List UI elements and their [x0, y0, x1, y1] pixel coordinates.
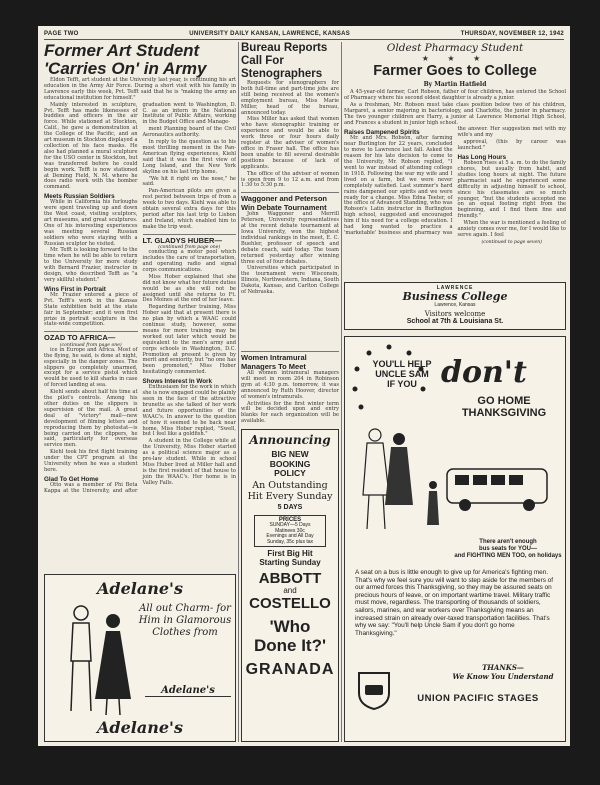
ad-line: 5 DAYS: [277, 504, 303, 512]
ad-line: BOOKING: [269, 458, 311, 469]
ad-announcing: Announcing: [249, 433, 331, 447]
ad-line: An Outstanding: [252, 480, 328, 492]
column-rule: [238, 42, 239, 742]
ad-line: Starting Sunday: [259, 558, 321, 568]
ad-line: THANKS—: [482, 663, 524, 672]
ad-line: There aren't enough: [479, 539, 537, 545]
subhead: Shows Interest In Work: [142, 378, 213, 386]
union-pacific-ad: [344, 336, 566, 742]
newspaper-name: UNIVERSITY DAILY KANSAN, LAWRENCE, KANSAS: [189, 31, 351, 37]
ad-prices-head: PRICES: [278, 516, 302, 523]
continuation-head-gladys: LT. GLADYS HUBER—: [143, 234, 237, 246]
subhead: Has Long Hours: [457, 154, 507, 162]
ad-line: Lawrence, Kansas: [434, 302, 476, 308]
paragraph: ice in Europe and Africa. Most of the flying, he said, is done at night, especially in the danger zones. The slippers go completely unarmed, except for a service pistol which would be used to kill sharks in case of forced landing at sea.: [44, 346, 138, 389]
ad-logo: Business College: [402, 290, 508, 303]
column-rule: [341, 42, 342, 742]
paragraph: Mr. Frazier entered a piece of Pvt. Tefft's work in the Kansas State exhibition held at the state fair in September; and it won first prize in portrait sculpture in the state-wide competition.: [44, 291, 138, 328]
paragraph: ment Planning board of the Civil Aeronautics authority.: [142, 126, 236, 139]
paragraph: Mainly interested in sculpture, Pvt. Tefft has made likenesses of buddies and officers in the air force. While stationed at Stockton, Calif., he gave a demonstration at the College of the Pacific, and an art museum in Stockton displayed a collection of his face masks. He also had planned a mural sculpture for the USO center in Stockton, but was transferred before he could begin work. Tefft is now stationed at Deming Field, N. M. where he does radio work with the bomber command.: [44, 101, 138, 191]
continuation-head-africa: OZAD TO AFRICA—: [44, 331, 138, 343]
ad-line: UNCLE SAM: [375, 369, 429, 379]
paragraph: Miss Hober explained that she did not know what her future duties would be as she will not be assigned until she returns to Ft. Des Moines at the end of her leave.: [142, 273, 236, 304]
paragraph: Activities for the first winter term will be decided upon and entry blanks for each organization will be available.: [241, 400, 339, 425]
issue-date: THURSDAY, NOVEMBER 12, 1942: [460, 31, 564, 37]
business-college-ad: [344, 282, 566, 330]
paragraph: Requests for stenographers for both full-time and part-time jobs are still being received at the women's employment bureau, Miss Marie Miller, head of the bureau, announced today.: [241, 80, 339, 116]
stars-decoration: ★ ★ ★: [421, 54, 489, 63]
paragraph: A student in the College while at the University, Miss Hober started as a political science major as a pre-law student. While in school Miss Huber lived at Miller hall and is the first resident of that house to join the WAAC's. Her home is in Valley Falls.: [142, 438, 236, 486]
ad-logo: UNION PACIFIC STAGES: [417, 693, 539, 704]
art-student-column: [44, 42, 236, 566]
paragraph: John Waggoner and Merrill Peterson, University representatives at the recent debate tournament at Iowa University, won the highest individual rankings in the meet, E. C. Buehler, professor of speech and debate coach, said today. The team returned yesterday after winning three out of four debates.: [241, 211, 339, 265]
article-body: [44, 103, 236, 495]
couple-illustration-icon: [59, 601, 137, 719]
kicker: Oldest Pharmacy Student: [386, 42, 524, 54]
ad-price-line: Evenings and All Day: [266, 533, 314, 540]
byline: By Martin Hatfield: [423, 81, 487, 88]
ad-dont: don't: [441, 355, 527, 390]
paragraph: conducting a motor pool which includes the care of transportation, and operating radio and signal corps communications.: [142, 249, 236, 273]
ad-line: First Big Hit: [267, 549, 313, 559]
intramural-column: [241, 348, 339, 426]
union-pacific-shield-icon: [357, 671, 391, 711]
paragraph: In reply to the question as to his most thrilling moment in the Pan-American flying experiences, Kiehl said that it was the first view of Long Island, and the New York skyline on his last trip home.: [142, 139, 236, 175]
headline-stenographers: Bureau Reports Call For Stenographers: [241, 42, 328, 80]
adelanes-ad: [44, 574, 236, 742]
continuation-note: (continued to page seven): [481, 239, 542, 245]
paragraph: All women intramural managers will meet in room 204 in Robinson gym at 4:30 p.m. tomorrow, it was announced by Ruth Hoover, director of women's intramurals.: [241, 370, 339, 400]
paragraph: Kiehl sends about half his time at the pilot's controls. Among his other duties on the slippers is supervision of the mail. A great deal of "victory" mail—new development of filming letters and reproducing them by photostat—is being carried on the clippers, he said, particularly for overseas service men.: [44, 389, 138, 449]
paragraph: Enthusiasm for the work in which she is now engaged could be plainly seen in the face of the attractive brunette as she talked of her work and future opportunities of the WAAC's. In answer to the question of how it seemed to be back near home, Miss Hober replied, "Swell, but I feel like a goldfish.": [142, 384, 236, 438]
ad-line: Hit Every Sunday: [247, 490, 333, 502]
ad-movie-title: 'Who Done It?': [253, 616, 327, 655]
newspaper-page: [38, 26, 570, 746]
farmer-column: [344, 42, 566, 302]
paragraph: Pan-American pilots are given a rest period between trips of from a week to two days. Kiehl was able to obtain several extra days for this period after his last trip to Lisbon and Ireland, which enabled him to make the trip west.: [142, 188, 236, 230]
bus-and-soldiers-illustration-icon: [355, 425, 555, 537]
paragraph: Kiehl took his first flight training under the CPT program at the University when he was a student here.: [44, 449, 138, 473]
paragraph: While in California his furloughs were spent traveling up and down the West coast, visiting sculptors, art museums, and great sculptures. One of his interesting experiences was meeting several Russian soldiers who were staying with a Russian sculptor he visited.: [44, 199, 138, 247]
page-number: PAGE TWO: [44, 31, 79, 37]
ad-line: THANKSGIVING: [461, 407, 547, 419]
ad-footer: Adelane's: [97, 718, 183, 737]
masthead: [44, 29, 564, 40]
paragraph: A 45-year-old farmer, Carl Robson, father of four children, has entered the School of Pharmacy where his second oldest daughter is already a junior.: [344, 89, 566, 101]
ad-star-name: COSTELLO: [249, 595, 331, 613]
subhead: Glad To Get Home: [44, 475, 99, 483]
ad-line: Visitors welcome: [424, 310, 486, 318]
ad-line: IF YOU: [387, 379, 417, 389]
paragraph: Universities which participated in the tournament were Wisconsin, Illinois, Northwestern, Indiana, South Dakota, Kansas, and Carlton College of Nebraska.: [241, 265, 339, 296]
ad-price-line: Sunday, 35c plus tax: [266, 538, 314, 545]
article-body: [344, 127, 566, 244]
ad-line: POLICY: [274, 467, 306, 478]
ad-price-line: SUNDAY—5 Days: [269, 522, 311, 529]
continuation-note: (continued from page one): [59, 342, 122, 348]
ad-line: LAWRENCE: [436, 285, 474, 291]
paragraph: Otto was a member of Phi Beta Kappa at the University, and after graduation went to Washington, D. C. as an intern in the National Institute of Public Affairs, working in the Budget Office and Manage-: [44, 101, 236, 494]
ad-line: YOU'LL HELP: [372, 359, 432, 369]
ad-line: bus seats for YOU—: [479, 546, 537, 552]
ad-script-text: All out Charm- for Him in Glamorous Clothes from: [138, 603, 232, 638]
ad-line: GO HOME: [477, 395, 531, 407]
ad-title: Adelane's: [97, 579, 183, 598]
ad-theater-name: GRANADA: [245, 660, 335, 678]
ad-line: BIG NEW: [271, 449, 309, 460]
paragraph: "We hit it right on the nose," he said.: [142, 175, 236, 188]
subhead: Raises Dampened Spirits: [344, 129, 420, 137]
ad-line: and FIGHTING MEN TOO, on holidays: [454, 553, 562, 559]
granada-theater-ad: [241, 429, 339, 742]
headline-debate: Waggoner and Peterson Win Debate Tournament: [241, 192, 339, 212]
paragraph: The office of the adviser of women is open from 9 to 12 a.m. and from 1:30 to 5:30 p.m.: [241, 170, 339, 189]
stenographers-column: [241, 42, 339, 342]
ad-star-name: ABBOTT: [258, 569, 322, 587]
ad-line: School at 7th & Louisiana St.: [406, 318, 504, 325]
ad-price-line: Matinees 30c: [275, 527, 305, 534]
ad-logo: Adelane's: [145, 685, 231, 697]
headline-intramural: Women Intramural Managers To Meet: [241, 351, 339, 371]
subhead: Meets Russian Soldiers: [44, 193, 115, 201]
ad-body-text: A seat on a bus is little enough to give up for America's fighting men. That's why we feel sure you will want to step aside for the members of our armed forces this Thanksgiving, so they may be assured seats on precious hours of leave, or on important wartime travel. Military traffic must move, regardless. The transporting of thousands of soldiers, sailors, marines, and war workers over Thanksgiving means an increased strain on already over-taxed transportation facilities. That's why we say: "You'll help Uncle Sam if you don't go home Thanksgiving.": [355, 569, 553, 637]
paragraph: Robson rises at 5 a. m. to do the family chores, but usually from habit, and studies long hours at night. The future pharmacist said he experienced some difficulty in adjusting himself to school, since his classmates are so much younger, "but the students accepted me on an equal footing right from the beginning, and I find them fine and friendly.": [457, 160, 566, 220]
paragraph: Mr. and Mrs. Robson, after farming near Burlington for 22 years, concluded to move to Lawrence last fall. Asked the reason for his late decision to come to the University, Mr. Robson replied, "I went to war instead of attending college in 1918. Following the war my wife and I lived on a farm, but we were never completely satisfied. Last summer's hard rains dampened our spirits and we were ready for a change. Miss Edna Teeter, of the office of Advanced Standing, who was Robson's Latin instructor in Burlington high school, suggested and encouraged him if his need for a college education. I had long wanted to practice a 'marketable' business and pharmacy was the answer. Her suggestion met with my wife's and my: [344, 126, 566, 236]
paragraph: Mr. Tefft is looking forward to the time when he will be able to return to the University for more study with Bernard Frazier, instructor in design, who described Tefft as "a very skillful student.": [44, 247, 138, 283]
continuation-note: (continued from page one): [158, 245, 221, 251]
paragraph: Miss Miller has asked that women who have stenographic training or experience and would be able to work three or four hours daily register at the adviser of women's office in Fraser hall. The office has been unable to fill several desirable positions because of lack of applicants.: [241, 116, 339, 170]
ad-line: We Know You Understand: [452, 672, 554, 681]
paragraph: Eldon Tefft, art student at the University last year, is continuing his art education in the Army Air Force. During a short visit with his family in Lawrence early this week, Pvt. Tefft said that he is "making the army an educational institution for himself.": [44, 77, 236, 101]
headline-farmer: Farmer Goes to College: [373, 63, 537, 79]
paragraph: Regarding further training, Miss Hober said that at present there is no plan by which a WAAC could continue study, however, some means for more training may be worked out later which would be equivalent to the men's army and corps schools in Washington, D.C. Promotion at present is given by merit and seniority, but "no one has been promoted," Miss Hober hesitatingly commented.: [142, 304, 236, 376]
ad-line: and: [283, 586, 297, 596]
paragraph: When the war is mentioned a feeling of anxiety comes over me, for I would like to serve again. I feel: [457, 220, 566, 238]
paragraph: approval, (this by career was launched.": [457, 139, 566, 152]
paragraph: As a freshman, Mr. Robson must take class position below two of his children, Margaret, a senior majoring in bacteriology, and Charlotte, the junior in pharmacy. The two younger children are Harry, a junior at Lawrence Memorial High School, and Frances a student in junior high school.: [344, 101, 566, 126]
subhead: Wins First in Portrait: [44, 285, 106, 293]
headline-art-student: Former Art Student 'Carries On' in Army: [44, 42, 207, 78]
